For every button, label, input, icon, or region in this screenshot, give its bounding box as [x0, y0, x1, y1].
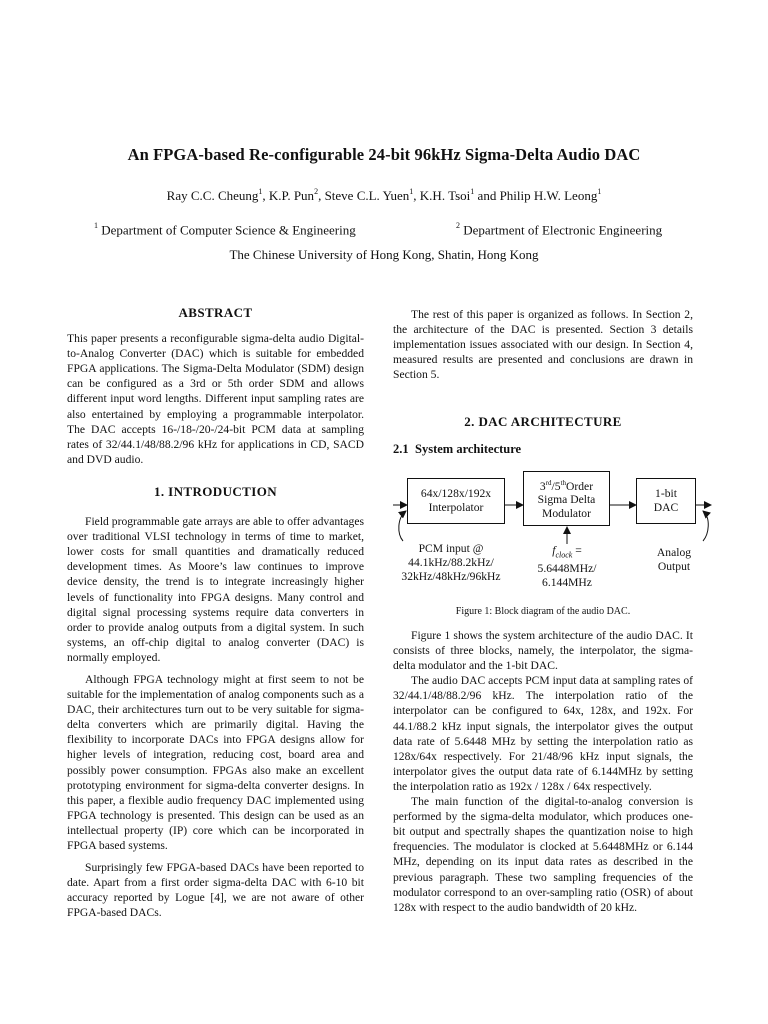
paper-title: An FPGA-based Re-configurable 24-bit 96kHz Sigma-Delta Audio DAC — [127, 145, 641, 164]
affiliation-1: $^1$ Department of Computer Science & Engineering — [94, 221, 356, 238]
dac-architecture-heading: 2. DAC ARCHITECTURE — [464, 414, 622, 430]
architecture-paragraph-3: The main function of the digital-to-analog conversion is performed by the sigma-delta modulator, which produces one-bit output and spectrally shapes the quantization noise to high frequencies. The modulator is clocked at 5.6448MHz or 6.144 MHz, depending on its input data rates as described in the previous paragraph. These two sampling frequencies of the modulator correspond to an over-sampling ratio (OSR) of about 128x with respect to the audio bandwidth of 20 kHz. — [393, 795, 693, 914]
intro-paragraph-1: Field programmable gate arrays are able to offer advantages over traditional VLSI technology in terms of time to market, lower costs for small quantities and dramatically reduced development times. As Moore’s law continues to improve device density, the trend is to integrate increasingly higher levels of functionality into FPGA designs. Many control and digital signal processing systems require data converters in order to provide analog outputs from a digital system. In such systems, an off-chip digital to analog converter (DAC) is normally employed. — [67, 515, 364, 664]
interpolator-block: 64x/128x/192x Interpolator — [407, 478, 505, 524]
author: K.H. Tsoi$^1$ and — [419, 187, 500, 204]
block-diagram — [393, 468, 717, 590]
affiliation-2: $^2$ Department of Electronic Engineering — [456, 221, 663, 238]
author: Philip H.W. Leong$^1$ — [499, 187, 602, 204]
analog-output-curve — [703, 511, 708, 541]
one-bit-dac-block: 1-bit DAC — [636, 478, 696, 524]
author-list — [60, 188, 708, 204]
intro-paragraph-2: Although FPGA technology might at first seem to not be suitable for the implementation of analog components such as a DAC, their architectures turn out to be very suitable for sigma-delta converters which are primarily digital. Having the flexibility to incorporate DACs into FPGA designs allow for higher levels of integration, reducing cost, board area and possibly power consumption. FPGAs also make an excellent prototyping environment for sigma-delta converter designs. In this paper, a flexible audio frequency DAC implemented using FPGA technology is presented. This design can be used as an intellectual property (IP) core which can be incorporated in FPGA based systems. — [67, 672, 364, 852]
system-architecture-heading: 2.1 System architecture — [393, 441, 522, 456]
pcm-input-label: PCM input @ 44.1kHz/88.2kHz/ 32kHz/48kHz/96kHz — [401, 542, 501, 583]
right-column-top — [393, 307, 693, 457]
architecture-paragraph-1: Figure 1 shows the system architecture of the audio DAC. It consists of three blocks, namely, the interpolator, the sigma-delta modulator and the 1-bit DAC. — [393, 629, 693, 673]
author: K.P. Pun$^2$, — [268, 187, 325, 204]
university: The Chinese University of Hong Kong, Shatin, Hong Kong — [229, 247, 539, 262]
abstract-text: This paper presents a reconfigurable sigma-delta audio Digital-to-Analog Converter (DAC) which is suitable for embedded FPGA applications. The Sigma-Delta Modulator (SDM) design can be configured as a 3rd or 5th order SDM and allows different input word lengths. Different input sampling rates are also entertained by employing a programmable interpolator. The DAC accepts 16-/18-/20-/24-bit PCM data at sampling rates of 32/44.1/48/88.2/96 kHz for applications in CD, SACD and DVD audio. — [67, 332, 364, 466]
right-column-bottom — [393, 628, 693, 915]
abstract-heading: ABSTRACT — [178, 305, 253, 320]
sigma-delta-modulator-block: 3rd/5thOrder Sigma Delta Modulator — [523, 471, 610, 526]
intro-paragraph-3: Surprisingly few FPGA-based DACs have been reported to date. Apart from a first order sigma-delta DAC with 6-10 bit accuracy reported by Logue [4], we are not aware of other FPGA-based DACs. — [67, 861, 364, 920]
analog-output-label: Analog Output — [656, 546, 692, 573]
author: Steve C.L. Yuen$^1$, — [324, 187, 420, 204]
figure-caption: Figure 1: Block diagram of the audio DAC. — [455, 606, 631, 617]
architecture-paragraph-2: The audio DAC accepts PCM input data at sampling rates of 32/44.1/48/88.2/96 kHz. The interpolation ratio of the interpolator can be configured to 64x, 128x, and 192x. For 44.1/88.2 kHz input signals, the interpolator gives the output data rate of 5.6448 MHz by setting the interpolation ratio as 128x/64x respectively. For 21/48/96 kHz input signals, the interpolator gives the output data rate of 6.144MHz by setting the interpolation ratio as 192x / 128x / 64x respectively. — [393, 674, 693, 793]
clock-frequency-label: $f_{clock}$ = 5.6448MHz/ 6.144MHz — [537, 544, 597, 590]
introduction-heading: 1. INTRODUCTION — [153, 483, 277, 499]
author: Ray C.C. Cheung$^1$, — [166, 187, 269, 204]
pcm-input-curve — [399, 511, 406, 541]
left-column — [67, 305, 364, 920]
outline-paragraph: The rest of this paper is organized as follows. In Section 2, the architecture of the DAC is presented. Section 3 details implementation issues associated with our design. In Section 4, measured results are presented and conclusions are drawn in Section 5. — [393, 308, 693, 382]
